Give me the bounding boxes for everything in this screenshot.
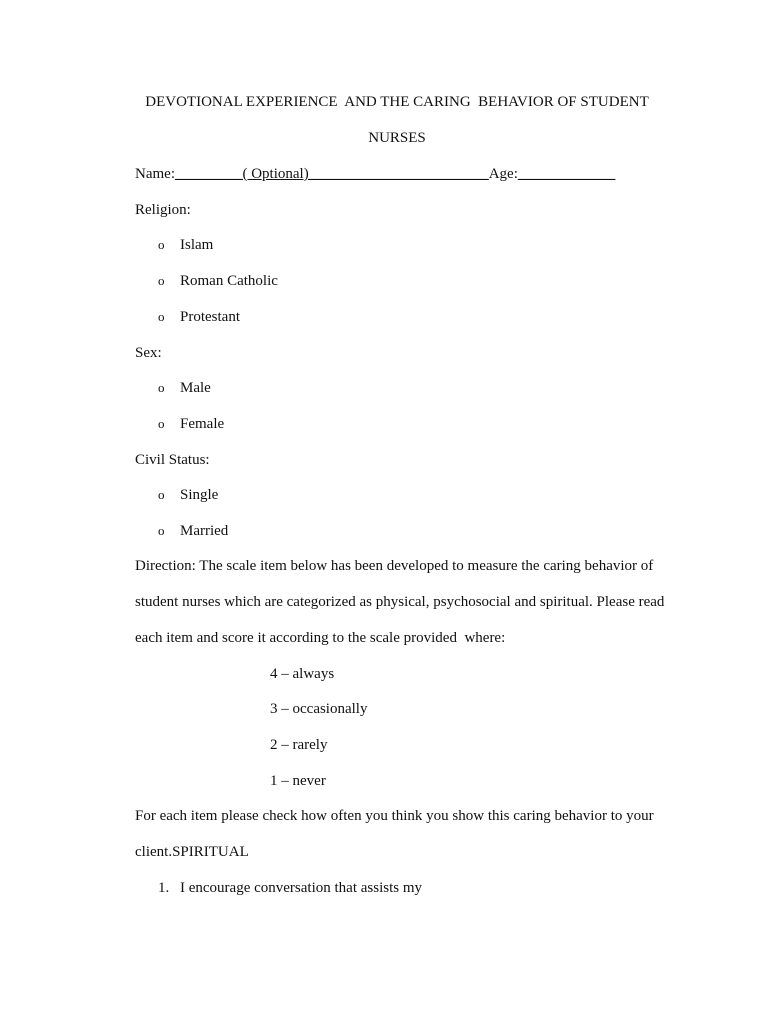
scale-item-never: 1 – never (270, 773, 326, 789)
scale-item-always: 4 – always (270, 666, 335, 682)
bullet-icon: o (158, 523, 165, 538)
name-age-row (135, 165, 615, 183)
item-text: I encourage conversation that assists my (180, 880, 423, 896)
religion-option-roman-catholic (158, 272, 278, 290)
sex-option-male (158, 379, 211, 397)
name-blank-1: _________ (174, 166, 243, 182)
name-blank-2: ________________________ (308, 166, 489, 182)
bullet-icon: o (158, 237, 165, 252)
age-label: Age: (488, 166, 518, 182)
bullet-icon: o (158, 273, 165, 288)
option-label: Roman Catholic (180, 273, 278, 289)
age-blank: _____________ (517, 166, 616, 182)
option-label: Married (180, 523, 229, 539)
direction-line-3: each item and score it according to the scale provided where: (135, 630, 506, 646)
document-title-line-2: NURSES (368, 130, 426, 146)
option-label: Male (180, 380, 211, 396)
civil-status-label: Civil Status: (135, 452, 210, 468)
civil-status-option-single (158, 486, 218, 504)
name-label: Name: (135, 166, 175, 182)
bullet-icon: o (158, 487, 165, 502)
option-label: Islam (180, 237, 214, 253)
bullet-icon: o (158, 380, 165, 395)
religion-option-protestant (158, 308, 240, 326)
civil-status-option-married (158, 522, 228, 540)
religion-option-islam (158, 236, 213, 254)
instruction-line-2: client.SPIRITUAL (135, 844, 249, 860)
document-title-line-1: DEVOTIONAL EXPERIENCE AND THE CARING BEHAVIOR OF STUDENT (145, 94, 649, 110)
direction-line-2: student nurses which are categorized as physical, psychosocial and spiritual. Please read (135, 594, 665, 610)
option-label: Female (180, 416, 225, 432)
instruction-line-1: For each item please check how often you think you show this caring behavior to your (135, 808, 654, 824)
direction-line-1: Direction: The scale item below has been developed to measure the caring behavior of (135, 558, 654, 574)
bullet-icon: o (158, 416, 165, 431)
option-label: Protestant (180, 309, 240, 325)
scale-item-rarely: 2 – rarely (270, 737, 328, 753)
sex-label: Sex: (135, 345, 162, 361)
optional-note: ( Optional) (242, 166, 309, 182)
religion-label: Religion: (135, 202, 191, 218)
scale-item-occasionally: 3 – occasionally (270, 701, 368, 717)
sex-option-female (158, 415, 224, 433)
option-label: Single (180, 487, 219, 503)
questionnaire-item-1 (158, 879, 422, 897)
bullet-icon: o (158, 309, 165, 324)
item-number: 1. (158, 880, 170, 896)
